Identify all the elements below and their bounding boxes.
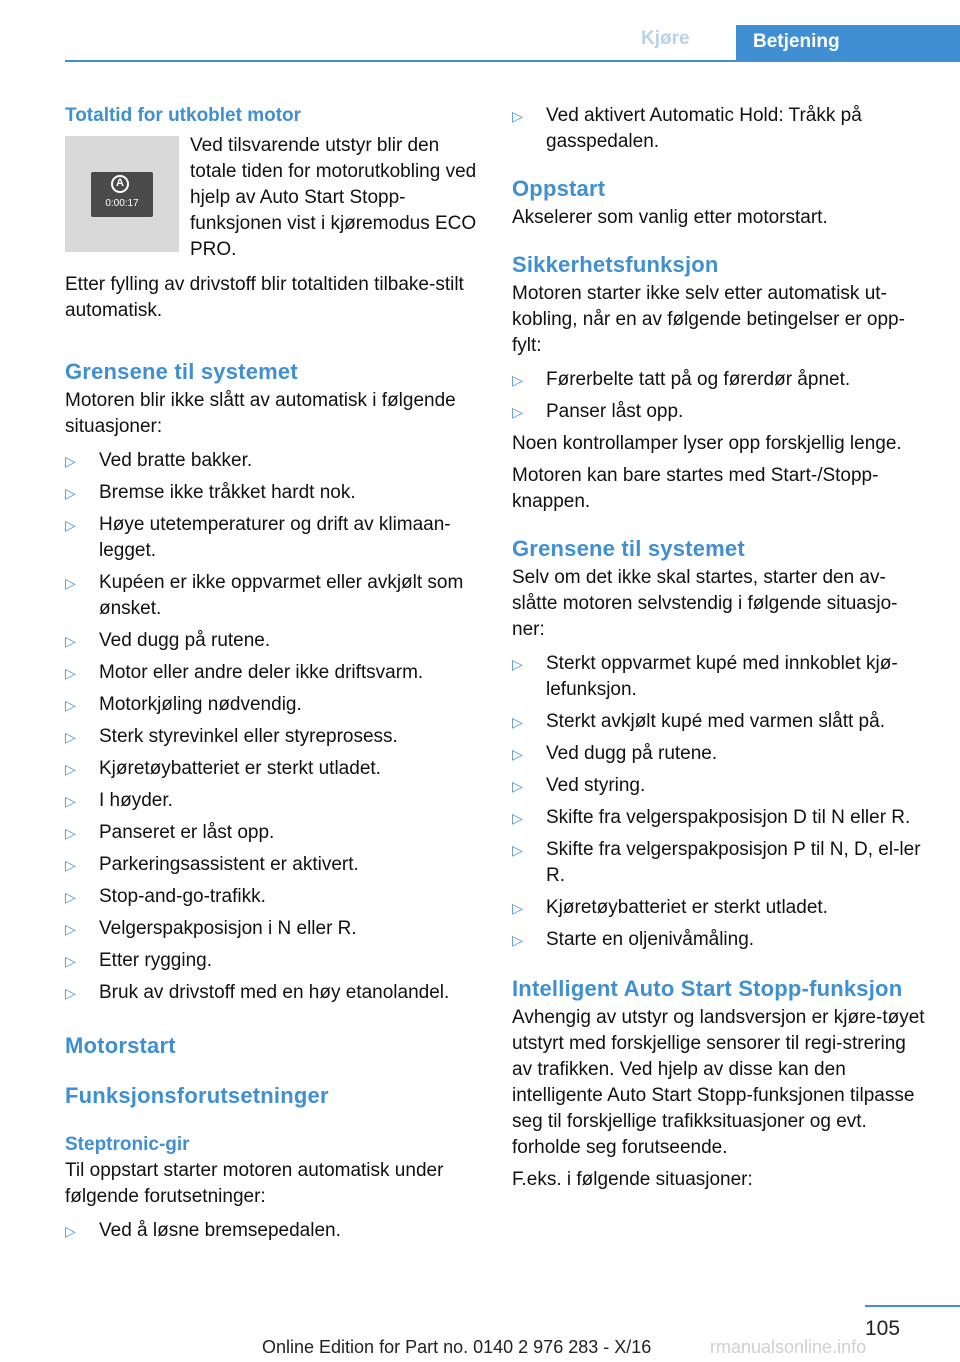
sikkerhet-intro: Motoren starter ikke selv etter automatisk ut-kobling, når en av følgende betingelser er opp-fylt: bbox=[512, 283, 905, 356]
list-item: ▷ Motor eller andre deler ikke driftsvarm. bbox=[65, 660, 483, 686]
triangle-bullet-icon: ▷ bbox=[512, 932, 523, 948]
heading-limits: Grensene til systemet bbox=[65, 359, 298, 384]
list-item: ▷ Starte en oljenivåmåling. bbox=[512, 927, 930, 953]
list-item: ▷ Bremse ikke tråkket hardt nok. bbox=[65, 480, 483, 506]
heading-totaltid: Totaltid for utkoblet motor bbox=[65, 105, 302, 126]
list-item: ▷ Parkeringsassistent er aktivert. bbox=[65, 852, 483, 878]
triangle-bullet-icon: ▷ bbox=[65, 453, 76, 469]
list-item: ▷ Ved dugg på rutene. bbox=[512, 741, 930, 767]
right-column bbox=[512, 103, 930, 1193]
triangle-bullet-icon: ▷ bbox=[65, 1223, 76, 1239]
list-item: ▷ Kupéen er ikke oppvarmet eller avkjølt som ønsket. bbox=[65, 572, 464, 619]
triangle-bullet-icon: ▷ bbox=[65, 485, 76, 501]
list-item: ▷ Ved styring. bbox=[512, 773, 930, 799]
triangle-bullet-icon: ▷ bbox=[512, 656, 523, 672]
triangle-bullet-icon: ▷ bbox=[65, 697, 76, 713]
instrument-display bbox=[91, 172, 153, 217]
triangle-bullet-icon: ▷ bbox=[512, 778, 523, 794]
list-item: ▷ Kjøretøybatteriet er sterkt utladet. bbox=[512, 895, 930, 921]
list-item: ▷ Ved å løsne bremsepedalen. bbox=[65, 1218, 483, 1244]
triangle-bullet-icon: ▷ bbox=[65, 633, 76, 649]
list-item: ▷ Velgerspakposisjon i N eller R. bbox=[65, 916, 483, 942]
heading-motorstart: Motorstart bbox=[65, 1033, 176, 1058]
sikkerhet-list bbox=[512, 367, 930, 425]
triangle-bullet-icon: ▷ bbox=[65, 889, 76, 905]
intelligent-text: Avhengig av utstyr og landsversjon er kjøre-tøyet utstyrt med forskjellige sensorer til regi-strering av trafikken. Ved hjelp av disse kan den intelligente Auto Start Stopp-funksjonen tilpasse seg til forskjellige trafikksituasjoner og evt. forholde seg forutseende. bbox=[512, 1007, 925, 1158]
triangle-bullet-icon: ▷ bbox=[512, 714, 523, 730]
footer-rule bbox=[865, 1305, 960, 1307]
limits2-intro: Selv om det ikke skal startes, starter den av-slåtte motoren selvstendig i følgende situasjo-ner: bbox=[512, 567, 898, 640]
triangle-bullet-icon: ▷ bbox=[65, 761, 76, 777]
list-item: ▷ Skifte fra velgerspakposisjon P til N, D, el-ler R. bbox=[512, 839, 921, 886]
total-text: Ved tilsvarende utstyr blir den totale tiden for motorutkobling ved hjelp av Auto Start Stopp-funksjonen vist i kjøremodus ECO PRO. bbox=[190, 135, 477, 260]
sikkerhet-text-1: Noen kontrollamper lyser opp forskjellig lenge. bbox=[512, 433, 902, 454]
heading-limits-2: Grensene til systemet bbox=[512, 536, 745, 561]
list-item: ▷ Motorkjøling nødvendig. bbox=[65, 692, 483, 718]
triangle-bullet-icon: ▷ bbox=[65, 953, 76, 969]
list-item: ▷ Etter rygging. bbox=[65, 948, 483, 974]
triangle-bullet-icon: ▷ bbox=[512, 108, 523, 124]
oppstart-text: Akselerer som vanlig etter motorstart. bbox=[512, 207, 828, 228]
page-header bbox=[0, 0, 960, 62]
triangle-bullet-icon: ▷ bbox=[65, 575, 76, 591]
auto-start-stop-icon: A bbox=[111, 175, 129, 193]
steptronic-intro: Til oppstart starter motoren automatisk under følgende forutsetninger: bbox=[65, 1160, 444, 1207]
heading-funksjonsforutsetninger: Funksjonsforutsetninger bbox=[65, 1083, 329, 1108]
list-item: ▷ Høye utetemperaturer og drift av klimaan-legget. bbox=[65, 514, 451, 561]
heading-sikkerhetsfunksjon: Sikkerhetsfunksjon bbox=[512, 252, 719, 277]
triangle-bullet-icon: ▷ bbox=[65, 793, 76, 809]
heading-oppstart: Oppstart bbox=[512, 176, 606, 201]
sikkerhet-text-2: Motoren kan bare startes med Start-/Stopp-knappen. bbox=[512, 465, 879, 512]
heading-intelligent: Intelligent Auto Start Stopp-funksjon bbox=[512, 976, 903, 1001]
intelligent-text-2: F.eks. i følgende situasjoner: bbox=[512, 1169, 753, 1190]
triangle-bullet-icon: ▷ bbox=[65, 921, 76, 937]
triangle-bullet-icon: ▷ bbox=[65, 665, 76, 681]
limits2-list bbox=[512, 651, 930, 953]
list-item: ▷ I høyder. bbox=[65, 788, 483, 814]
automatic-hold-list bbox=[512, 103, 930, 155]
limits-list bbox=[65, 448, 483, 1006]
list-item: ▷ Skifte fra velgerspakposisjon D til N eller R. bbox=[512, 805, 930, 831]
triangle-bullet-icon: ▷ bbox=[65, 985, 76, 1001]
left-column bbox=[65, 103, 483, 1250]
limits-intro: Motoren blir ikke slått av automatisk i følgende situasjoner: bbox=[65, 390, 456, 437]
triangle-bullet-icon: ▷ bbox=[65, 857, 76, 873]
edition-text: Online Edition for Part no. 0140 2 976 283 - X/16 bbox=[262, 1337, 652, 1357]
list-item: ▷ Sterkt avkjølt kupé med varmen slått på. bbox=[512, 709, 930, 735]
list-item: ▷ Stop-and-go-trafikk. bbox=[65, 884, 483, 910]
list-item: ▷ Sterkt oppvarmet kupé med innkoblet kjø-lefunksjon. bbox=[512, 653, 898, 700]
triangle-bullet-icon: ▷ bbox=[512, 842, 523, 858]
triangle-bullet-icon: ▷ bbox=[512, 372, 523, 388]
triangle-bullet-icon: ▷ bbox=[512, 810, 523, 826]
page-number: 105 bbox=[865, 1317, 901, 1340]
list-item: ▷ Førerbelte tatt på og førerdør åpnet. bbox=[512, 367, 930, 393]
list-item: ▷ Ved dugg på rutene. bbox=[65, 628, 483, 654]
header-rule bbox=[65, 60, 960, 62]
tab-betjening[interactable]: Betjening bbox=[736, 25, 960, 62]
watermark: rmanualsonline.info bbox=[710, 1337, 867, 1357]
triangle-bullet-icon: ▷ bbox=[65, 517, 76, 533]
triangle-bullet-icon: ▷ bbox=[512, 404, 523, 420]
steptronic-list bbox=[65, 1218, 483, 1244]
list-item: ▷ Ved bratte bakker. bbox=[65, 448, 483, 474]
intro-block bbox=[65, 133, 483, 263]
heading-steptronic: Steptronic-gir bbox=[65, 1134, 190, 1155]
triangle-bullet-icon: ▷ bbox=[65, 729, 76, 745]
triangle-bullet-icon: ▷ bbox=[65, 825, 76, 841]
tab-kjore[interactable]: Kjøre bbox=[641, 28, 690, 49]
total-text-2: Etter fylling av drivstoff blir totaltiden tilbake-stilt automatisk. bbox=[65, 274, 464, 321]
list-item: ▷ Panseret er låst opp. bbox=[65, 820, 483, 846]
list-item: ▷ Panser låst opp. bbox=[512, 399, 930, 425]
list-item: ▷ Bruk av drivstoff med en høy etanolandel. bbox=[65, 980, 483, 1006]
display-image bbox=[65, 136, 179, 252]
triangle-bullet-icon: ▷ bbox=[512, 900, 523, 916]
triangle-bullet-icon: ▷ bbox=[512, 746, 523, 762]
list-item: ▷ Sterk styrevinkel eller styreprosess. bbox=[65, 724, 483, 750]
list-item: ▷ Kjøretøybatteriet er sterkt utladet. bbox=[65, 756, 483, 782]
display-time: 0:00:17 bbox=[105, 198, 139, 209]
list-item: ▷ Ved aktivert Automatic Hold: Tråkk på gasspedalen. bbox=[512, 105, 862, 152]
